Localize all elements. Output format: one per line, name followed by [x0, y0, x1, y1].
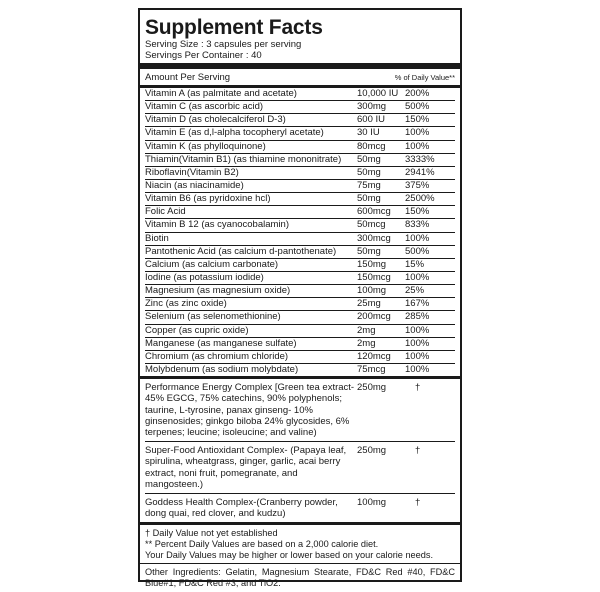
nutrient-name: Molybdenum (as sodium molybdate)	[145, 363, 299, 375]
nutrient-row	[145, 126, 455, 139]
nutrient-row	[145, 245, 455, 258]
blend-daily-value: †	[415, 445, 421, 457]
blend-daily-value: †	[415, 382, 421, 394]
footnote-percent: ** Percent Daily Values are based on a 2,000 calorie diet.	[145, 539, 379, 550]
nutrient-amount: 200mcg	[357, 311, 391, 323]
blend-amount: 100mg	[357, 496, 387, 508]
nutrient-name: Biotin	[145, 232, 169, 244]
nutrient-daily-value: 285%	[405, 311, 430, 323]
nutrient-daily-value: 833%	[405, 219, 430, 231]
nutrient-row	[145, 100, 455, 113]
nutrient-name: Vitamin B6 (as pyridoxine hcl)	[145, 193, 271, 205]
nutrient-daily-value: 150%	[405, 114, 430, 126]
blend-amount: 250mg	[357, 445, 387, 457]
nutrient-daily-value: 375%	[405, 179, 430, 191]
nutrient-name: Iodine (as potassium iodide)	[145, 271, 264, 283]
nutrient-row	[145, 337, 455, 350]
nutrient-name: Pantothenic Acid (as calcium d-pantothenate)	[145, 245, 337, 257]
column-header	[145, 69, 455, 85]
nutrient-daily-value: 100%	[405, 363, 430, 375]
nutrient-name: Thiamin(Vitamin B1) (as thiamine mononitrate)	[145, 153, 342, 165]
nutrient-amount: 50mcg	[357, 219, 386, 231]
nutrient-daily-value: 167%	[405, 298, 430, 310]
nutrient-row	[145, 205, 455, 218]
nutrient-name: Vitamin K (as phylloquinone)	[145, 140, 266, 152]
nutrient-row	[145, 218, 455, 231]
blend-row	[145, 493, 455, 522]
nutrient-amount: 2mg	[357, 324, 376, 336]
nutrient-row	[145, 284, 455, 297]
amount-per-serving-label: Amount Per Serving	[145, 71, 231, 83]
nutrient-row	[145, 258, 455, 271]
nutrient-name: Zinc (as zinc oxide)	[145, 298, 227, 310]
nutrient-amount: 80mcg	[357, 140, 386, 152]
nutrient-name: Riboflavin(Vitamin B2)	[145, 166, 239, 178]
nutrient-name: Folic Acid	[145, 206, 186, 218]
nutrient-row	[145, 350, 455, 363]
nutrient-row	[145, 297, 455, 310]
nutrient-amount: 50mg	[357, 245, 381, 257]
nutrient-name: Copper (as cupric oxide)	[145, 324, 249, 336]
nutrient-amount: 150mg	[357, 258, 387, 270]
footnotes	[145, 525, 455, 561]
nutrient-row	[145, 271, 455, 284]
blend-amount: 250mg	[357, 382, 387, 394]
nutrient-daily-value: 25%	[405, 285, 425, 297]
nutrient-amount: 120mcg	[357, 350, 391, 362]
nutrient-row	[145, 232, 455, 245]
nutrient-amount: 150mcg	[357, 271, 391, 283]
footnote-calorie: Your Daily Values may be higher or lower based on your calorie needs.	[145, 550, 434, 561]
nutrient-name: Magnesium (as magnesium oxide)	[145, 285, 291, 297]
nutrient-amount: 300mg	[357, 101, 387, 113]
panel-title: Supplement Facts	[145, 16, 323, 39]
serving-size: Serving Size : 3 capsules per serving	[145, 39, 302, 50]
nutrient-row	[145, 88, 455, 100]
blend-daily-value: †	[415, 496, 421, 508]
nutrient-amount: 100mg	[357, 285, 387, 297]
nutrient-daily-value: 150%	[405, 206, 430, 218]
nutrient-daily-value: 500%	[405, 101, 430, 113]
nutrient-daily-value: 100%	[405, 271, 430, 283]
nutrient-amount: 75mcg	[357, 363, 386, 375]
blend-row	[145, 379, 455, 441]
nutrient-row	[145, 179, 455, 192]
daily-value-label: % of Daily Value**	[394, 72, 455, 82]
nutrient-name: Niacin (as niacinamide)	[145, 179, 244, 191]
nutrient-amount: 30 IU	[357, 127, 380, 139]
blend-name: Performance Energy Complex [Green tea extract- 45% EGCG, 75% catechins, 90% polyphenols; taurine, L-tyrosine, panax ginseng- 10% ginsenosides; ginkgo biloba 24% glycosides, 6% terpenes; leucine; isoleucine; and valine)	[145, 382, 355, 438]
nutrient-amount: 300mcg	[357, 232, 391, 244]
nutrient-row	[145, 113, 455, 126]
nutrient-daily-value: 100%	[405, 232, 430, 244]
nutrient-row	[145, 166, 455, 179]
nutrient-name: Vitamin E (as d,l-alpha tocopheryl acetate)	[145, 127, 324, 139]
nutrient-amount: 50mg	[357, 166, 381, 178]
nutrient-daily-value: 200%	[405, 88, 430, 99]
nutrient-daily-value: 15%	[405, 258, 425, 270]
nutrient-daily-value: 100%	[405, 324, 430, 336]
nutrient-name: Vitamin C (as ascorbic acid)	[145, 101, 264, 113]
nutrient-daily-value: 100%	[405, 127, 430, 139]
nutrient-row	[145, 192, 455, 205]
blend-table	[145, 379, 455, 522]
nutrient-amount: 50mg	[357, 193, 381, 205]
nutrient-daily-value: 2500%	[405, 193, 435, 205]
blend-row	[145, 441, 455, 493]
nutrient-name: Vitamin A (as palmitate and acetate)	[145, 88, 297, 99]
nutrient-amount: 50mg	[357, 153, 381, 165]
nutrient-name: Calcium (as calcium carbonate)	[145, 258, 279, 270]
blend-name: Super-Food Antioxidant Complex- (Papaya leaf, spirulina, wheatgrass, ginger, garlic, acai berry extract, noni fruit, pomegranate, and mangosteen.)	[145, 445, 347, 490]
nutrient-daily-value: 100%	[405, 350, 430, 362]
nutrient-name: Manganese (as manganese sulfate)	[145, 337, 297, 349]
other-ingredients: Other Ingredients: Gelatin, Magnesium Stearate, FD&C Red #40, FD&C Blue#1, FD&C Red #3, and TiO2.	[140, 563, 460, 589]
nutrient-row	[145, 153, 455, 166]
footnote-dagger: † Daily Value not yet established	[145, 528, 278, 539]
nutrient-row	[145, 324, 455, 337]
nutrient-row	[145, 310, 455, 323]
nutrient-daily-value: 2941%	[405, 166, 435, 178]
nutrient-daily-value: 100%	[405, 337, 430, 349]
blend-name: Goddess Health Complex-(Cranberry powder, dong quai, red clover, and kudzu)	[145, 496, 338, 520]
nutrient-amount: 2mg	[357, 337, 376, 349]
supplement-facts-panel	[138, 8, 462, 589]
nutrient-amount: 600 IU	[357, 114, 385, 126]
nutrient-name: Vitamin B 12 (as cyanocobalamin)	[145, 219, 289, 231]
nutrient-name: Selenium (as selenomethionine)	[145, 311, 281, 323]
servings-per-container: Servings Per Container : 40	[145, 50, 262, 61]
nutrient-amount: 75mg	[357, 179, 381, 191]
nutrient-daily-value: 3333%	[405, 153, 435, 165]
nutrient-row	[145, 140, 455, 153]
nutrient-amount: 25mg	[357, 298, 381, 310]
nutrient-amount: 10,000 IU	[357, 88, 399, 99]
nutrient-name: Chromium (as chromium chloride)	[145, 350, 289, 362]
nutrient-table	[145, 88, 455, 376]
nutrient-daily-value: 100%	[405, 140, 430, 152]
nutrient-amount: 600mcg	[357, 206, 391, 218]
nutrient-daily-value: 500%	[405, 245, 430, 257]
nutrient-name: Vitamin D (as cholecalciferol D-3)	[145, 114, 286, 126]
nutrient-row	[145, 363, 455, 376]
